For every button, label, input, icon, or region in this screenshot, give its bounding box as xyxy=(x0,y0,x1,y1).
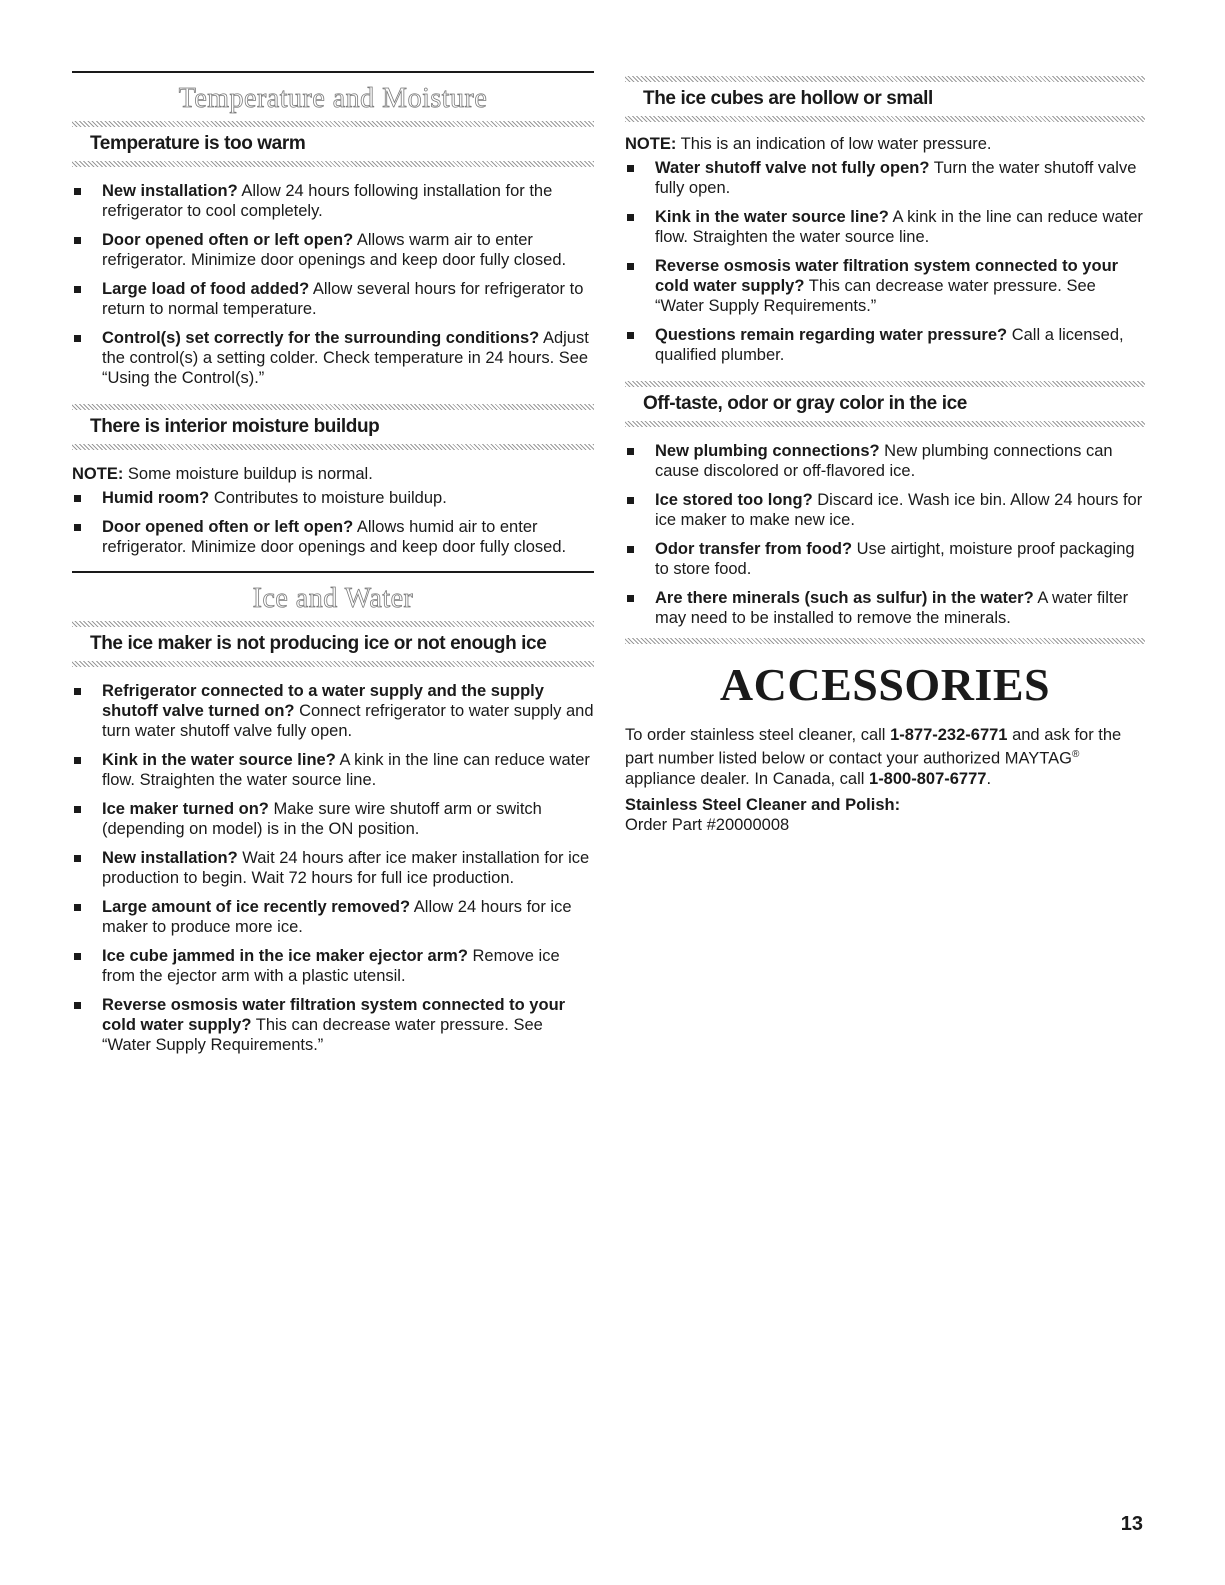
hatch-divider xyxy=(72,161,594,167)
registered-mark: ® xyxy=(1071,749,1080,760)
item-answer: Turn the water shutoff valve fully open. xyxy=(655,159,1137,197)
product-name-text: Stainless Steel Cleaner and Polish: xyxy=(625,795,901,814)
item-question: Refrigerator connected to a water supply and the supply shutoff valve turned on? xyxy=(102,682,544,720)
accessories-text: To order stainless steel cleaner, call xyxy=(625,726,891,744)
item-question: Odor transfer from food? xyxy=(655,540,853,558)
item-answer: Allows humid air to enter refrigerator. Minimize door openings and keep door fully closed. xyxy=(102,518,567,556)
item-answer: Allow 24 hours following installation for the refrigerator to cool completely. xyxy=(102,182,553,220)
list-item xyxy=(625,539,1145,579)
item-answer: Contributes to moisture buildup. xyxy=(209,489,447,507)
phone-canada: 1-800-807-6777 xyxy=(869,769,987,788)
accessories-text: and ask for the part number listed below or contact your authorized MAYTAG xyxy=(625,726,1122,768)
item-question: Kink in the water source line? xyxy=(655,208,889,226)
hatch-divider xyxy=(625,421,1145,427)
note-label: NOTE: xyxy=(625,135,677,153)
item-question: Questions remain regarding water pressure? xyxy=(655,326,1008,344)
item-question: Ice cube jammed in the ice maker ejector arm? xyxy=(102,947,468,965)
item-question: New plumbing connections? xyxy=(655,442,880,460)
item-answer: New plumbing connections can cause discolored or off-flavored ice. xyxy=(655,442,1113,480)
item-answer: A water filter may need to be installed to remove the minerals. xyxy=(655,589,1129,627)
list-item xyxy=(625,158,1145,198)
section-rule xyxy=(72,571,594,573)
section-title-temperature: Temperature and Moisture xyxy=(178,83,488,114)
subhead-hollow: The ice cubes are hollow or small xyxy=(643,88,933,109)
item-answer: Use airtight, moisture proof packaging to store food. xyxy=(655,540,1135,578)
right-column xyxy=(625,76,1145,835)
item-question: Ice maker turned on? xyxy=(102,800,269,818)
item-answer: Allow 24 hours for ice maker to produce more ice. xyxy=(102,898,572,936)
list-item xyxy=(72,181,594,221)
item-question: Large amount of ice recently removed? xyxy=(102,898,411,916)
item-question: New installation? xyxy=(102,182,238,200)
list-item xyxy=(625,490,1145,530)
item-question: Reverse osmosis water filtration system connected to your cold water supply? xyxy=(655,257,1119,295)
list-item xyxy=(72,328,594,388)
accessories-text: . xyxy=(986,769,992,788)
item-answer: Remove ice from the ejector arm with a plastic utensil. xyxy=(102,947,560,985)
note-label: NOTE: xyxy=(72,465,124,483)
list-item xyxy=(625,441,1145,481)
item-answer: A kink in the line can reduce water flow. Straighten the water source line. xyxy=(102,751,590,789)
subhead-ice-maker: The ice maker is not producing ice or not enough ice xyxy=(90,633,547,654)
list-temperature-warm xyxy=(72,181,594,388)
accessories-paragraph xyxy=(625,725,1145,789)
list-item xyxy=(72,750,594,790)
note-moisture xyxy=(72,464,594,484)
list-item xyxy=(72,681,594,741)
subhead-moisture: There is interior moisture buildup xyxy=(90,416,380,437)
left-column xyxy=(72,71,594,1064)
hatch-divider xyxy=(72,661,594,667)
list-ice-maker xyxy=(72,681,594,1055)
list-moisture xyxy=(72,488,594,557)
list-item xyxy=(72,848,594,888)
list-item xyxy=(72,230,594,270)
item-question: Reverse osmosis water filtration system connected to your cold water supply? xyxy=(102,996,566,1034)
item-answer: A kink in the line can reduce water flow. Straighten the water source line. xyxy=(655,208,1143,246)
item-answer: Adjust the control(s) a setting colder. Check temperature in 24 hours. See “Using the Control(s).” xyxy=(102,329,589,387)
item-question: Water shutoff valve not fully open? xyxy=(655,159,930,177)
subhead-offtaste: Off-taste, odor or gray color in the ice xyxy=(643,393,967,414)
page-number: 13 xyxy=(1120,1513,1143,1535)
item-question: Kink in the water source line? xyxy=(102,751,336,769)
item-question: Large load of food added? xyxy=(102,280,310,298)
accessories-text: appliance dealer. In Canada, call xyxy=(625,769,870,788)
hatch-divider xyxy=(625,638,1145,644)
item-answer: Call a licensed, qualified plumber. xyxy=(655,326,1124,364)
section-title-ice-water: Ice and Water xyxy=(252,583,414,614)
accessories-title: ACCESSORIES xyxy=(719,659,1051,710)
item-answer: Allow several hours for refrigerator to return to normal temperature. xyxy=(102,280,584,318)
product-name xyxy=(625,795,1145,815)
note-text: Some moisture buildup is normal. xyxy=(123,465,373,483)
item-answer: This can decrease water pressure. See “Water Supply Requirements.” xyxy=(102,1016,543,1054)
item-question: Door opened often or left open? xyxy=(102,518,354,536)
list-item xyxy=(72,946,594,986)
list-item xyxy=(72,995,594,1055)
item-answer: Allows warm air to enter refrigerator. Minimize door openings and keep door fully closed. xyxy=(102,231,567,269)
list-item xyxy=(72,897,594,937)
list-offtaste xyxy=(625,441,1145,628)
list-item xyxy=(72,279,594,319)
subhead-temperature-warm: Temperature is too warm xyxy=(90,133,306,154)
list-item xyxy=(625,256,1145,316)
hatch-divider xyxy=(625,116,1145,122)
section-rule xyxy=(72,71,594,73)
item-answer: Make sure wire shutoff arm or switch (depending on model) is in the ON position. xyxy=(102,800,542,838)
list-item xyxy=(625,588,1145,628)
item-question: Humid room? xyxy=(102,489,210,507)
hatch-divider xyxy=(72,444,594,450)
list-item xyxy=(72,517,594,557)
item-answer: Discard ice. Wash ice bin. Allow 24 hours for ice maker to make new ice. xyxy=(655,491,1143,529)
list-item xyxy=(72,799,594,839)
item-question: Control(s) set correctly for the surrounding conditions? xyxy=(102,329,540,347)
phone-us: 1-877-232-6771 xyxy=(890,726,1008,744)
item-question: Ice stored too long? xyxy=(655,491,813,509)
list-hollow xyxy=(625,158,1145,365)
note-hollow xyxy=(625,134,1145,154)
note-text: This is an indication of low water pressure. xyxy=(676,135,992,153)
list-item xyxy=(625,207,1145,247)
item-answer: This can decrease water pressure. See “Water Supply Requirements.” xyxy=(655,277,1096,315)
item-question: New installation? xyxy=(102,849,238,867)
item-answer: Wait 24 hours after ice maker installation for ice production to begin. Wait 72 hours for full ice production. xyxy=(102,849,590,887)
item-question: Door opened often or left open? xyxy=(102,231,354,249)
item-question: Are there minerals (such as sulfur) in the water? xyxy=(655,589,1034,607)
item-answer: Connect refrigerator to water supply and turn water shutoff valve fully open. xyxy=(102,702,594,740)
list-item xyxy=(72,488,594,508)
part-number: Order Part #20000008 xyxy=(625,815,790,834)
list-item xyxy=(625,325,1145,365)
